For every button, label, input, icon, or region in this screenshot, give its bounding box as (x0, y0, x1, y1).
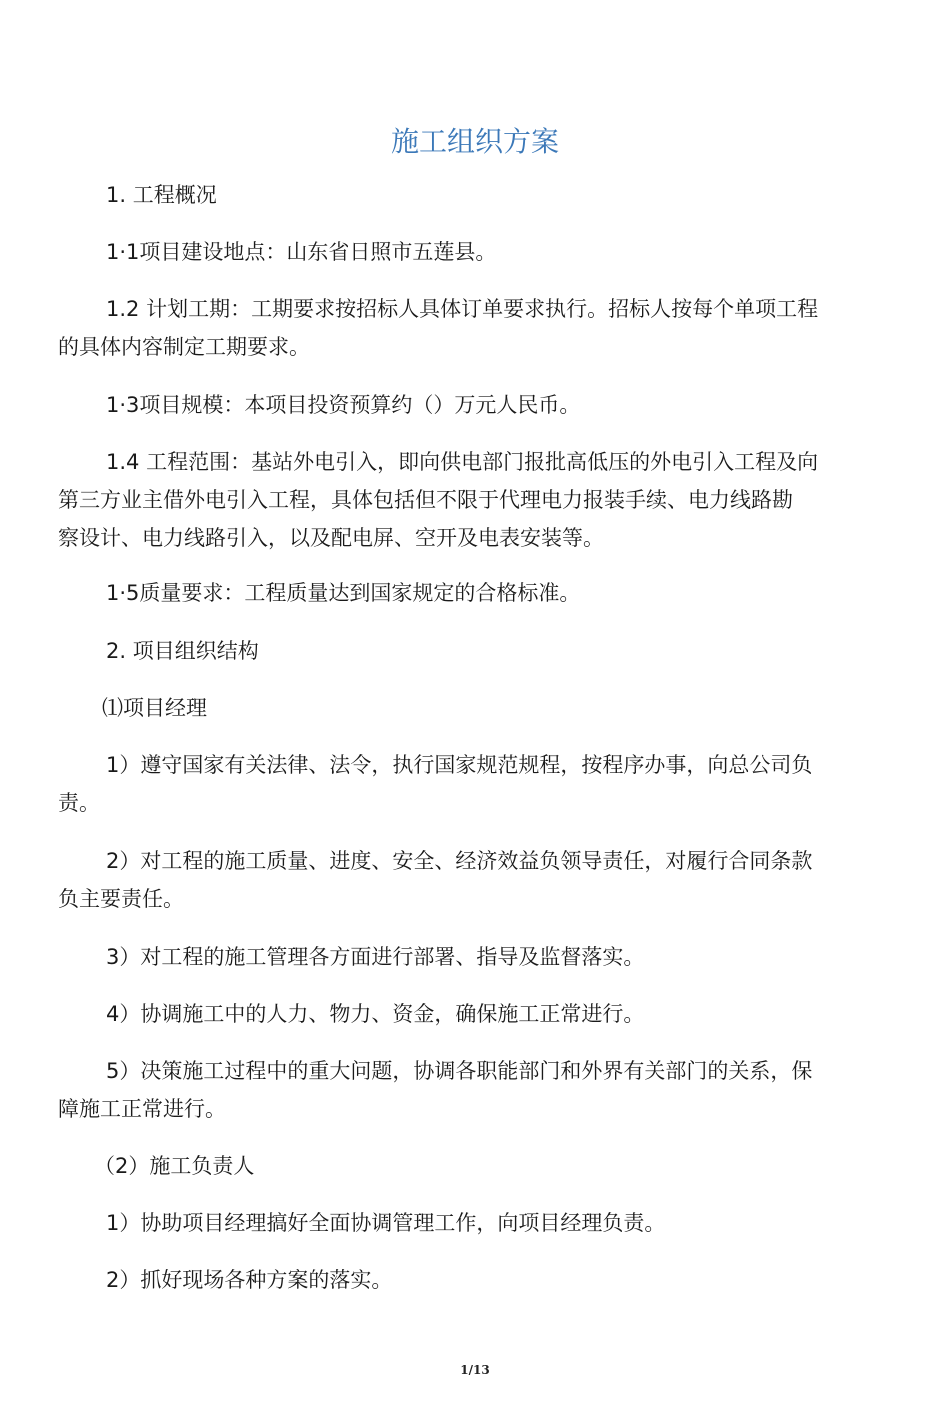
paragraph-line: 第三方业主借外电引入工程，具体包括但不限于代理电力报装手续、电力线路勘 (58, 488, 793, 512)
paragraph-1-5 (58, 574, 886, 612)
lead-duty-1 (58, 1204, 886, 1242)
subsection-construction-lead (58, 1147, 886, 1185)
pm-duty-5 (58, 1052, 886, 1128)
paragraph-line: 察设计、电力线路引入，以及配电屏、空开及电表安装等。 (58, 526, 604, 550)
page-number: 1/13 (460, 1363, 490, 1377)
pm-duty-1 (58, 746, 886, 822)
paragraph-line: 1.2 计划工期：工期要求按招标人具体订单要求执行。招标人按每个单项工程 (106, 297, 819, 321)
paragraph-1-1 (58, 233, 886, 271)
paragraph-line: 1·5质量要求：工程质量达到国家规定的合格标准。 (106, 581, 581, 605)
paragraph-line: 2）对工程的施工质量、进度、安全、经济效益负领导责任，对履行合同条款 (106, 849, 813, 873)
pm-duty-2 (58, 842, 886, 918)
paragraph-line: 2）抓好现场各种方案的落实。 (106, 1268, 393, 1292)
paragraph-line: 负主要责任。 (58, 887, 184, 911)
paragraph-line: 4）协调施工中的人力、物力、资金，确保施工正常进行。 (106, 1002, 645, 1026)
paragraph-line: 1·3项目规模：本项目投资预算约（）万元人民币。 (106, 393, 581, 417)
pm-duty-4 (58, 995, 886, 1033)
lead-duty-2 (58, 1261, 886, 1299)
paragraph-line: 障施工正常进行。 (58, 1097, 226, 1121)
section-1-heading (58, 176, 886, 214)
paragraph-line: 1）协助项目经理搞好全面协调管理工作，向项目经理负责。 (106, 1211, 666, 1235)
paragraph-line: 1·1项目建设地点：山东省日照市五莲县。 (106, 240, 497, 264)
subsection-project-manager (58, 689, 886, 727)
document-title: 施工组织方案 (390, 125, 559, 158)
pm-duty-3 (58, 938, 886, 976)
section-2-heading (58, 632, 886, 670)
paragraph-line: 1. 工程概况 (106, 183, 217, 207)
paragraph-line: 的具体内容制定工期要求。 (58, 335, 310, 359)
paragraph-1-3 (58, 386, 886, 424)
paragraph-line: 1）遵守国家有关法律、法令，执行国家规范规程，按程序办事，向总公司负 (106, 753, 813, 777)
paragraph-line: （2）施工负责人 (94, 1154, 255, 1178)
paragraph-1-4 (58, 443, 886, 557)
paragraph-line: 1.4 工程范围：基站外电引入，即向供电部门报批高低压的外电引入工程及向 (106, 450, 819, 474)
paragraph-1-2 (58, 290, 886, 366)
paragraph-line: 2. 项目组织结构 (106, 639, 259, 663)
paragraph-line: 3）对工程的施工管理各方面进行部署、指导及监督落实。 (106, 945, 645, 969)
paragraph-line: 5）决策施工过程中的重大问题，协调各职能部门和外界有关部门的关系，保 (106, 1059, 813, 1083)
paragraph-line: ⑴项目经理 (102, 696, 207, 720)
paragraph-line: 责。 (58, 791, 100, 815)
